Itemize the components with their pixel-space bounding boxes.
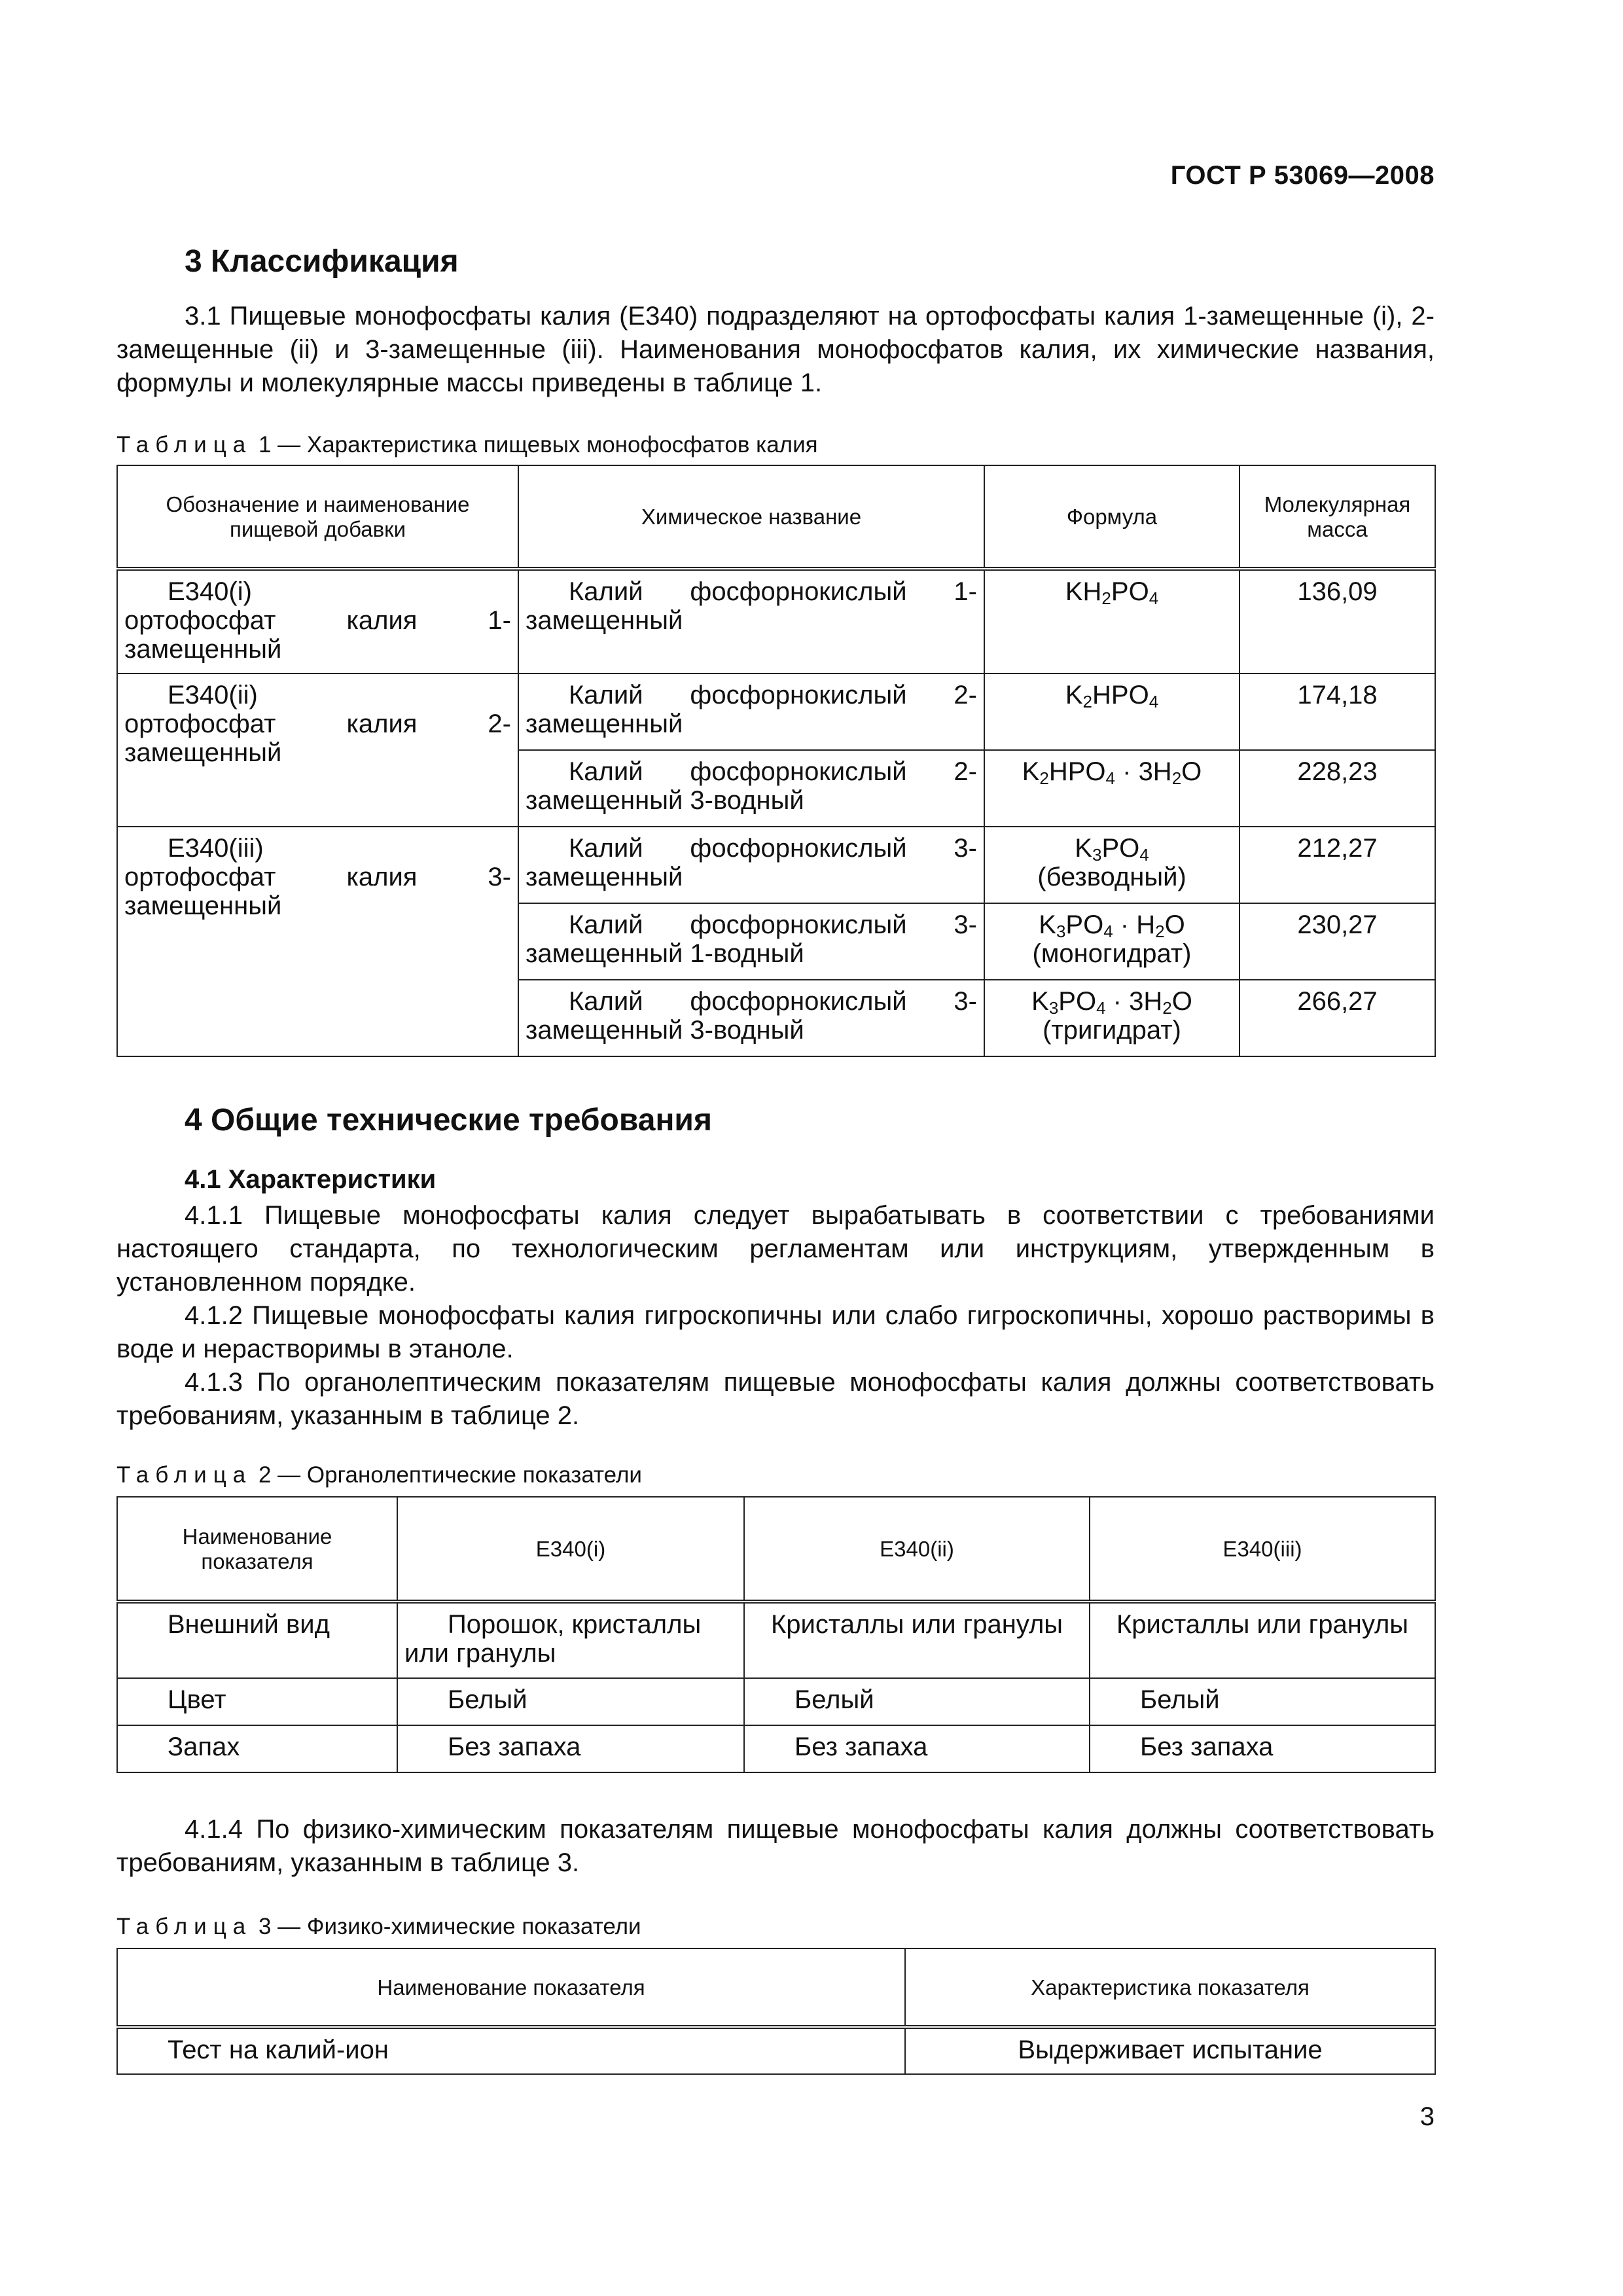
table1-header-designation: Обозначение и наименование пищевой добавки xyxy=(117,465,518,569)
table1-chem-name: Калий фосфорнокислый 1-замещенный xyxy=(518,569,984,673)
table1-header-formula: Формула xyxy=(984,465,1240,569)
table1-chem-name: Калий фосфорнокислый 3-замещенный 3-водный xyxy=(518,980,984,1056)
table1-mass: 174,18 xyxy=(1240,673,1435,750)
table1-caption-word: Таблица xyxy=(116,432,253,457)
table1-formula: $KH_2PO_4$ xyxy=(984,569,1240,673)
table1-formula-note: (тригидрат) xyxy=(1043,1016,1181,1045)
table2-caption xyxy=(116,1462,642,1488)
paragraph-4-1-1: 4.1.1 Пищевые монофосфаты калия следует вырабатывать в соответствии с требованиями настоящего стандарта, по технологическим регламентам или инструкциям, утвержденным в установленном порядке. xyxy=(116,1201,1435,1297)
table1-mass: 230,27 xyxy=(1240,903,1435,980)
table2-cell: Кристаллы или гранулы xyxy=(1090,1602,1435,1678)
doc-header: ГОСТ Р 53069—2008 xyxy=(1170,161,1435,190)
section-3-title: 3 Классификация xyxy=(185,244,459,279)
table2-cell: Белый xyxy=(397,1678,744,1725)
table-row xyxy=(117,827,1435,903)
paragraph-4-1-4: 4.1.4 По физико-химическим показателям пищевые монофосфаты калия должны соответствовать требованиям, указанным в таблице 3. xyxy=(116,1815,1435,1877)
table1-chem-name: Калий фосфорнокислый 2-замещенный 3-водный xyxy=(518,750,984,827)
table1-formula: $K_3PO_4 \cdot H_2O$ (моногидрат) xyxy=(984,903,1240,980)
table3-header-characteristic: Характеристика показателя xyxy=(905,1948,1435,2027)
table2-cell: Порошок, кристаллы или гранулы xyxy=(397,1602,744,1678)
table2-caption-word: Таблица xyxy=(116,1462,253,1488)
table2-cell: Кристаллы или гранулы xyxy=(744,1602,1090,1678)
paragraph-3-1: 3.1 Пищевые монофосфаты калия (E340) подразделяют на ортофосфаты калия 1-замещенные (i), 2-замещенные (ii) и 3-замещенные (iii). Наименования монофосфатов калия, их химические названия, формулы и молекулярные массы приведены в таблице 1. xyxy=(116,302,1435,397)
table1-group-name: ортофосфат калия 3-замещенный xyxy=(124,863,511,920)
table1-formula-note: (безводный) xyxy=(1037,863,1186,891)
table1-formula: $K_2HPO_4 \cdot 3H_2O$ xyxy=(984,750,1240,827)
table1-mass: 212,27 xyxy=(1240,827,1435,903)
paragraph-4-1-3: 4.1.3 По органолептическим показателям пищевые монофосфаты калия должны соответствовать требованиям, указанным в таблице 2. xyxy=(116,1368,1435,1430)
table2-cell: Внешний вид xyxy=(117,1602,397,1678)
table2-caption-rest: 2 — Органолептические показатели xyxy=(252,1462,642,1488)
page-number: 3 xyxy=(1419,2102,1435,2131)
table1-group-code: E340(ii) xyxy=(168,681,258,709)
table1-caption xyxy=(116,432,818,458)
table1-chem-name: Калий фосфорнокислый 3-замещенный 1-водный xyxy=(518,903,984,980)
table2-cell: Без запаха xyxy=(397,1725,744,1772)
table1-chem-name: Калий фосфорнокислый 2-замещенный xyxy=(518,673,984,750)
table2-header-e340-ii: E340(ii) xyxy=(744,1497,1090,1602)
table2-cell: Цвет xyxy=(117,1678,397,1725)
table3-caption-word: Таблица xyxy=(116,1914,253,1939)
table1-header-mass: Молекулярная масса xyxy=(1240,465,1435,569)
table1-group-cell xyxy=(117,673,518,827)
table2-cell: Без запаха xyxy=(744,1725,1090,1772)
table1-group-cell xyxy=(117,569,518,673)
section-4-title: 4 Общие технические требования xyxy=(185,1103,712,1138)
table2-header-indicator: Наименование показателя xyxy=(117,1497,397,1602)
paragraph-4-1-2: 4.1.2 Пищевые монофосфаты калия гигроскопичны или слабо гигроскопичны, хорошо растворимы в воде и нерастворимы в этаноле. xyxy=(116,1301,1435,1363)
table2-cell: Белый xyxy=(1090,1678,1435,1725)
table-row xyxy=(117,1678,1435,1725)
table-row xyxy=(117,1602,1435,1678)
table1-mass: 266,27 xyxy=(1240,980,1435,1056)
table2-cell: Без запаха xyxy=(1090,1725,1435,1772)
table1 xyxy=(116,465,1436,1057)
table1-chem-name: Калий фосфорнокислый 3-замещенный xyxy=(518,827,984,903)
table2-cell: Белый xyxy=(744,1678,1090,1725)
table1-formula-note: (моногидрат) xyxy=(1032,939,1192,968)
table-row xyxy=(117,2027,1435,2074)
table-row xyxy=(117,569,1435,673)
table1-group-name: ортофосфат калия 1-замещенный xyxy=(124,606,511,664)
table1-caption-rest: 1 — Характеристика пищевых монофосфатов калия xyxy=(252,432,818,457)
table-row xyxy=(117,673,1435,750)
table2 xyxy=(116,1496,1436,1773)
table1-formula: $K_3PO_4$ (безводный) xyxy=(984,827,1240,903)
table3-cell: Выдерживает испытание xyxy=(905,2027,1435,2074)
table3-header-indicator: Наименование показателя xyxy=(117,1948,905,2027)
table3-caption-rest: 3 — Физико-химические показатели xyxy=(252,1914,641,1939)
table1-header-chemical-name: Химическое название xyxy=(518,465,984,569)
table1-group-code: E340(i) xyxy=(168,577,252,606)
table3 xyxy=(116,1948,1436,2075)
table2-cell: Запах xyxy=(117,1725,397,1772)
table2-header-e340-i: E340(i) xyxy=(397,1497,744,1602)
table2-header-e340-iii: E340(iii) xyxy=(1090,1497,1435,1602)
table1-formula: $K_2HPO_4$ xyxy=(984,673,1240,750)
table3-cell: Тест на калий-ион xyxy=(117,2027,905,2074)
table1-group-name: ортофосфат калия 2-замещенный xyxy=(124,709,511,767)
subsection-4-1-title: 4.1 Характеристики xyxy=(185,1165,437,1194)
table1-mass: 228,23 xyxy=(1240,750,1435,827)
table3-caption xyxy=(116,1914,641,1940)
table1-group-code: E340(iii) xyxy=(168,834,264,863)
table-row xyxy=(117,1725,1435,1772)
table1-formula: $K_3PO_4 \cdot 3H_2O$ (тригидрат) xyxy=(984,980,1240,1056)
table1-group-cell xyxy=(117,827,518,1056)
table1-mass: 136,09 xyxy=(1240,569,1435,673)
